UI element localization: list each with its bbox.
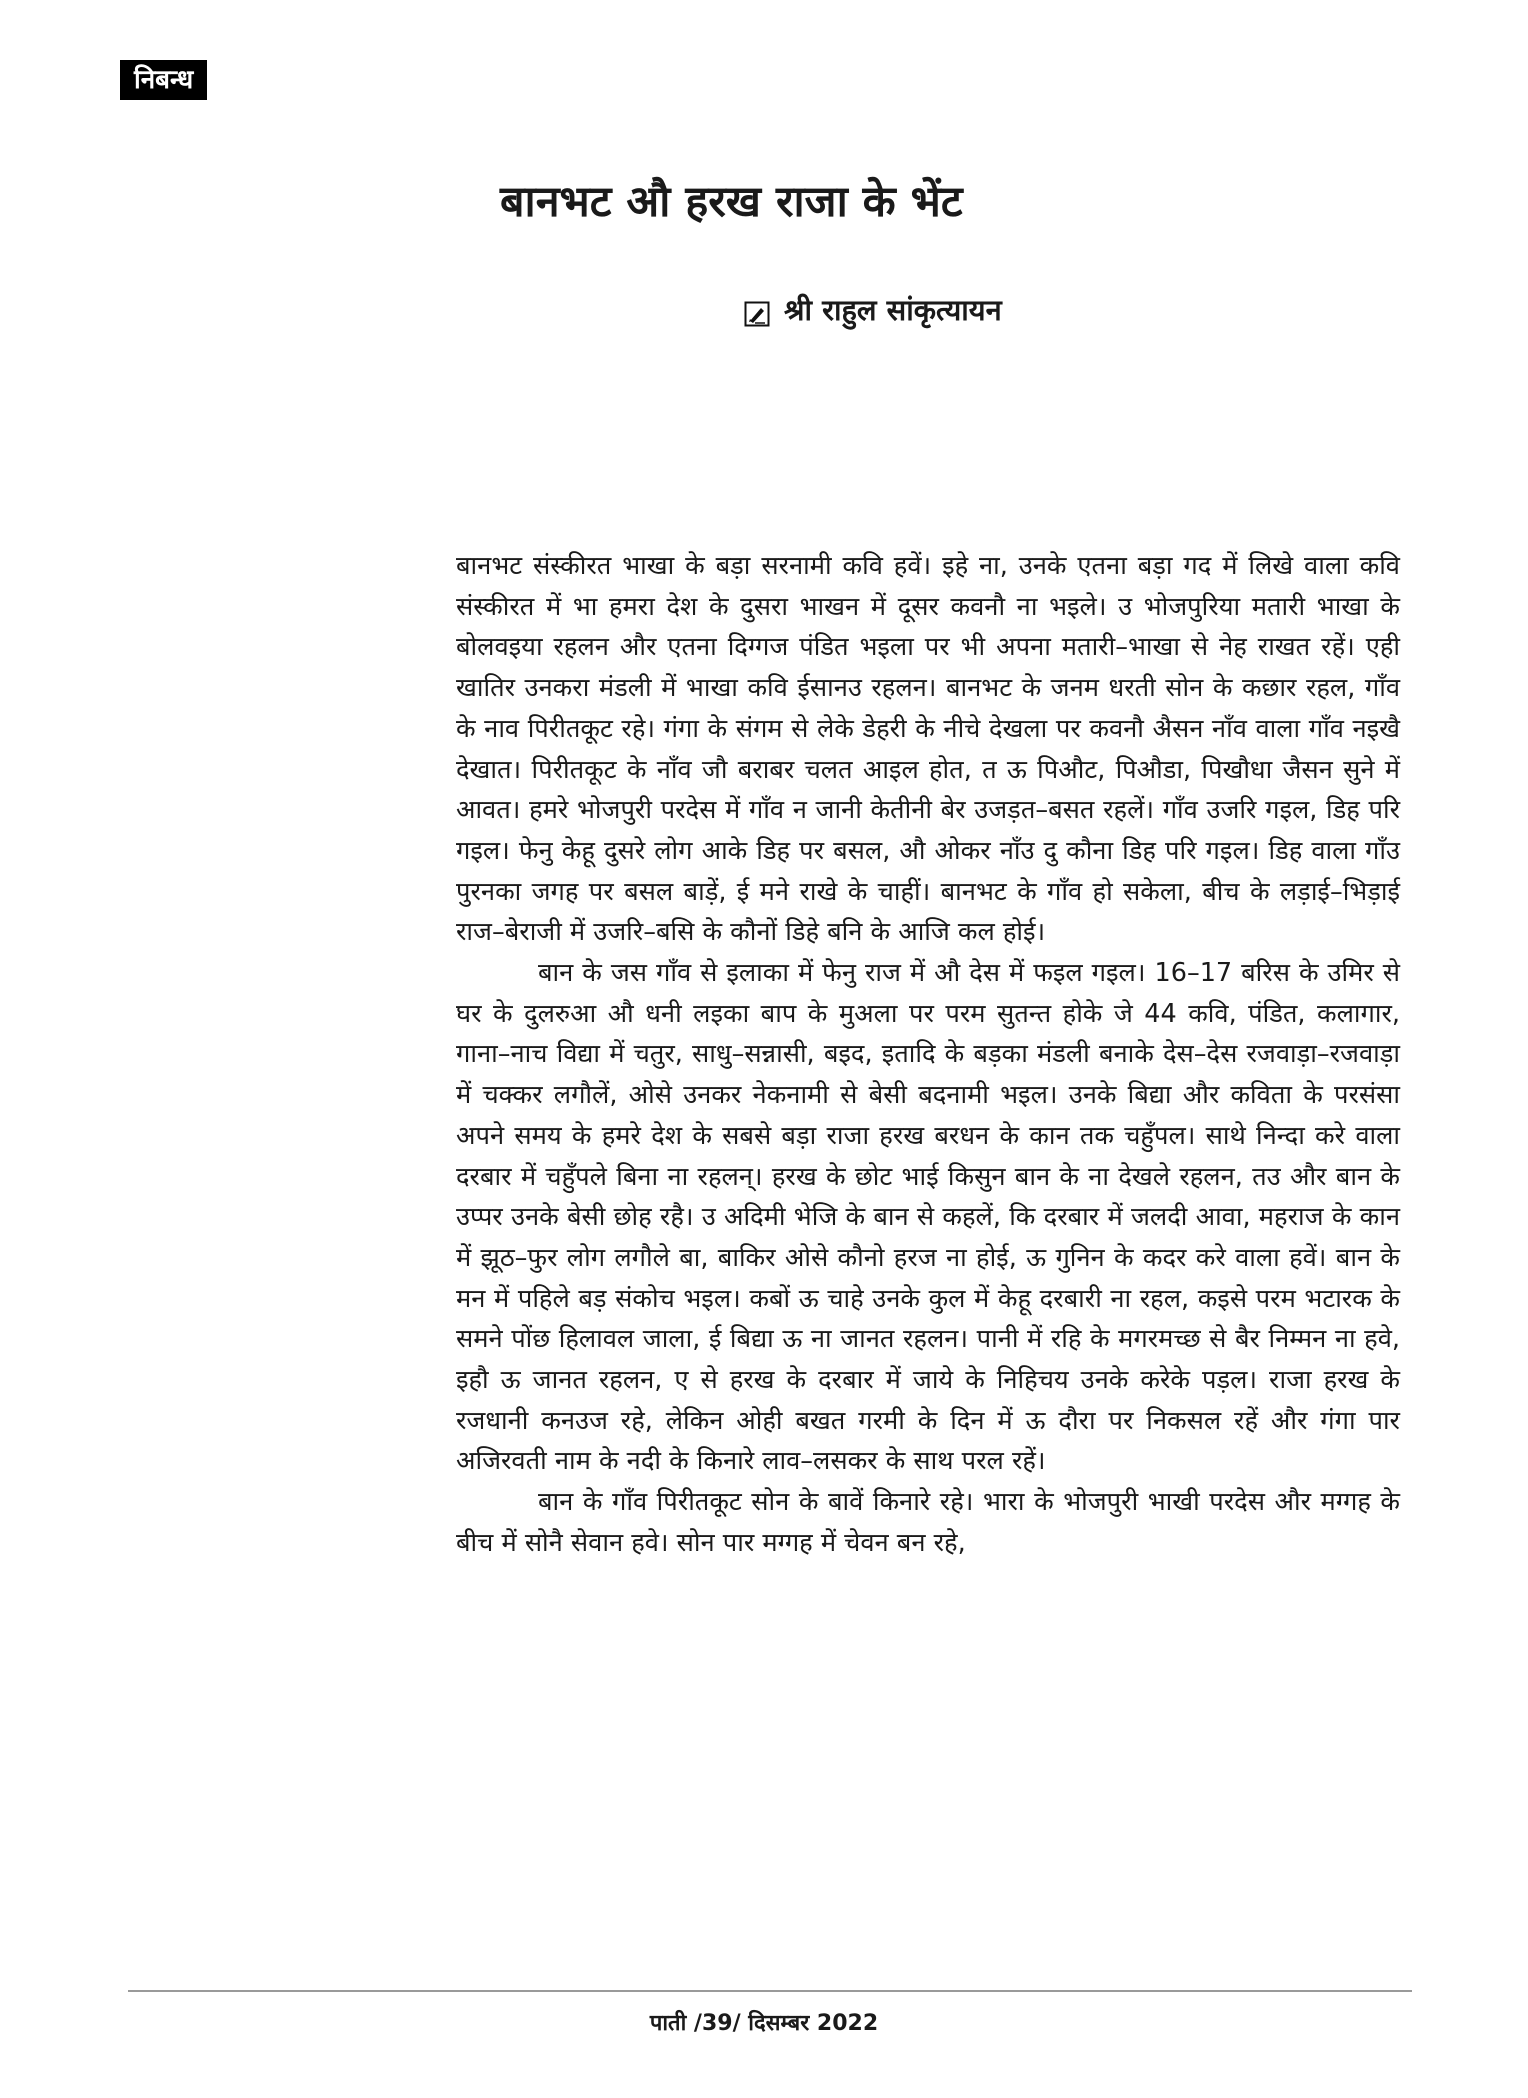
pen-icon xyxy=(744,297,770,323)
article-body xyxy=(456,546,1400,1564)
paragraph: बानभट संस्कीरत भाखा के बड़ा सरनामी कवि हवें। इहे ना, उनके एतना बड़ा गद में लिखे वाला कवि संस्कीरत में भा हमरा देश के दुसरा भाखन में दूसर कवनौ ना भइले। उ भोजपुरिया मतारी भाखा के बोलवइया रहलन और एतना दिग्गज पंडित भइला पर भी अपना मतारी–भाखा से नेह राखत रहें। एही खातिर उनकरा मंडली में भाखा कवि ईसानउ रहलन। बानभट के जनम धरती सोन के कछार रहल, गाँव के नाव पिरीतकूट रहे। गंगा के संगम से लेके डेहरी के नीचे देखला पर कवनौ अैसन नाँव वाला गाँव नइखै देखात। पिरीतकूट के नाँव जौ बराबर चलत आइल होत, त ऊ पिऔट, पिऔडा, पिखौधा जैसन सुने में आवत। हमरे भोजपुरी परदेस में गाँव न जानी केतीनी बेर उजड़त–बसत रहलें। गाँव उजरि गइल, डिह परि गइल। फेनु केहू दुसरे लोग आके डिह पर बसल, औ ओकर नाँउ दु कौना डिह परि गइल। डिह वाला गाँउ पुरनका जगह पर बसल बाड़ें, ई मने राखे के चाहीं। बानभट के गाँव हो सकेला, बीच के लड़ाई–भिड़ाई राज–बेराजी में उजरि–बसि के कौनों डिहे बनि के आजि कल होई। xyxy=(456,551,1400,948)
footer-divider xyxy=(128,1990,1412,1992)
author-name: श्री राहुल सांकृत्यायन xyxy=(784,293,1002,327)
page-footer: पाती /39/ दिसम्बर 2022 xyxy=(649,2011,879,2036)
section-tag: निबन्ध xyxy=(120,60,207,100)
article-title: बानभट औ हरख राजा के भेंट xyxy=(500,177,963,227)
paragraph: बान के जस गाँव से इलाका में फेनु राज में औ देस में फइल गइल। 16–17 बरिस के उमिर से घर के दुलरुआ औ धनी लइका बाप के मुअला पर परम सुतन्त होके जे 44 कवि, पंडित, कलागार, गाना–नाच विद्या में चतुर, साधु–सन्नासी, बइद, इतादि के बड़का मंडली बनाके देस–देस रजवाड़ा–रजवाड़ा में चक्कर लगौलें, ओसे उनकर नेकनामी से बेसी बदनामी भइल। उनके बिद्या और कविता के परसंसा अपने समय के हमरे देश के सबसे बड़ा राजा हरख बरधन के कान तक चहुँपल। साथे निन्दा करे वाला दरबार में चहुँपले बिना ना रहलन्। हरख के छोट भाई किसुन बान के ना देखले रहलन, तउ और बान के उप्पर उनके बेसी छोह रहै। उ अदिमी भेजि के बान से कहलें, कि दरबार में जलदी आवा, महराज के कान में झूठ–फुर लोग लगौले बा, बाकिर ओसे कौनो हरज ना होई, ऊ गुनिन के कदर करे वाला हवें। बान के मन में पहिले बड़ संकोच भइल। कबों ऊ चाहे उनके कुल में केहू दरबारी ना रहल, कइसे परम भटारक के समने पोंछ हिलावल जाला, ई बिद्या ऊ ना जानत रहलन। पानी में रहि के मगरमच्छ से बैर निम्मन ना हवे, इहौ ऊ जानत रहलन, ए से हरख के दरबार में जाये के निहिचय उनके करेके पड़ल। राजा हरख के रजधानी कनउज रहे, लेकिन ओही बखत गरमी के दिन में ऊ दौरा पर निकसल रहें और गंगा पार अजिरवती नाम के नदी के किनारे लाव–लसकर के साथ परल रहें। xyxy=(456,958,1400,1477)
paragraph: बान के गाँव पिरीतकूट सोन के बावें किनारे रहे। भारा के भोजपुरी भाखी परदेस और मग्गह के बीच में सोनै सेवान हवे। सोन पार मग्गह में चेवन बन रहे, xyxy=(456,1487,1400,1558)
author-line xyxy=(744,290,1002,330)
